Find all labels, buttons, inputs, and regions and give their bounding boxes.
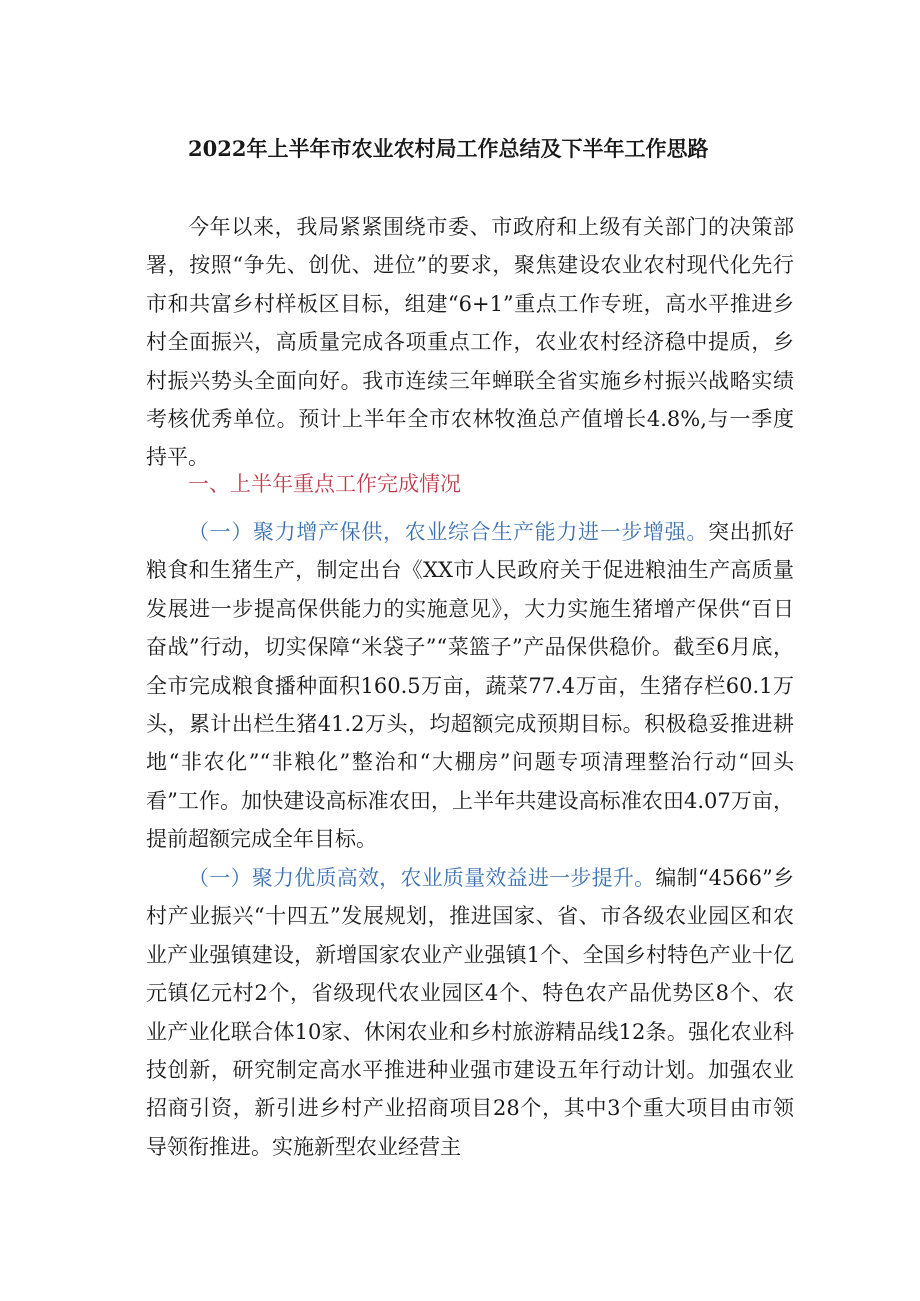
subsection-body-2: 编制“4566”乡村产业振兴“十四五”发展规划，推进国家、省、市各级农业园区和农业产业强镇建设，新增国家农业产业强镇1个、全国乡村特色产业十亿元镇亿元村2个，省级现代农业园区4个、特色农产品优势区8个、农业产业化联合体10家、休闲农业和乡村旅游精品线12条。强化农业科技创新，研究制定高水平推进种业强市建设五年行动计划。加强农业招商引资，新引进乡村产业招商项目28个，其中3个重大项目由市领导领衔推进。实施新型农业经营主 — [146, 866, 795, 1159]
section-heading-1: 一、上半年重点工作完成情况 — [188, 472, 461, 496]
document-title: 2022年上半年市农业农村局工作总结及下半年工作思路 — [188, 136, 709, 161]
intro-paragraph: 今年以来，我局紧紧围绕市委、市政府和上级有关部门的决策部署，按照“争先、创优、进位”的要求，聚焦建设农业农村现代化先行市和共富乡村样板区目标，组建“6+1”重点工作专班，高水平推进乡村全面振兴，高质量完成各项重点工作，农业农村经济稳中提质，乡村振兴势头全面向好。我市连续三年蝉联全省实施乡村振兴战略实绩考核优秀单位。预计上半年全市农林牧渔总产值增长4.8%,与一季度持平。 — [146, 215, 794, 470]
subsection-heading-2: （一）聚力优质高效，农业质量效益进一步提升。 — [188, 866, 656, 890]
paragraph-sub-1 — [146, 513, 794, 859]
subsection-heading-1: （一）聚力增产保供，农业综合生产能力进一步增强。 — [188, 520, 708, 544]
subsection-body-1: 突出抓好粮食和生猪生产，制定出台《XX市人民政府关于促进粮油生产高质量发展进一步提高保供能力的实施意见》，大力实施生猪增产保供“百日奋战”行动，切实保障“米袋子”“菜篮子”产品保供稳价。截至6月底，全市完成粮食播种面积160.5万亩，蔬菜77.4万亩，生猪存栏60.1万头，累计出栏生猪41.2万头，均超额完成预期目标。积极稳妥推进耕地“非农化”“非粮化”整治和“大棚房”问题专项清理整治行动“回头看”工作。加快建设高标准农田，上半年共建设高标准农田4.07万亩，提前超额完成全年目标。 — [146, 520, 794, 852]
paragraph-sub-2 — [146, 859, 794, 1166]
